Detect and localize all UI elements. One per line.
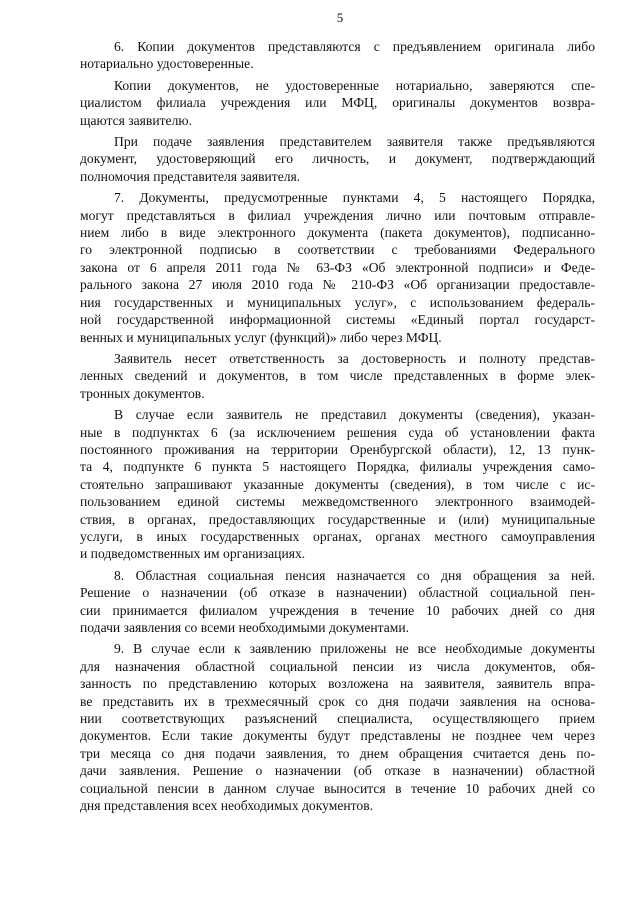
text-line: три месяца со дня подачи заявления, то днем обращения считается день по- [80,745,595,761]
text-line: и подведомственных им организациях. [80,546,306,562]
paragraph-8 [80,640,595,814]
text-line: полномочия представителя заявителя. [80,168,301,184]
text-line: щаются заявителю. [80,112,192,128]
text-line: занность по представлению которых возложена на заявителя, заявитель впра- [80,676,595,692]
text-line: 8. Областная социальная пенсия назначается со дня обращения за ней. [114,567,595,583]
text-line: венных и муниципальных услуг (функций)» либо через МФЦ. [80,329,442,345]
text-line: услуги, в иных государственных органах, органах местного самоуправления [80,528,595,544]
text-line: дачи заявления. Решение о назначении (об отказе в назначении) областной [80,763,595,779]
text-line: стоятельно запрашивают указанные документы (сведения), в том числе с ис- [80,476,595,492]
paragraph-4 [80,189,595,346]
text-line: нием либо в виде электронного документа (пакета документов), подписанно- [80,225,595,241]
text-line: ные в подпунктах 6 (за исключением решения суда об установлении факта [80,424,595,440]
text-line: тронных документов. [80,385,205,401]
text-line: пользованием единой системы межведомственного электронного взаимодей- [80,494,595,510]
paragraph-6 [80,406,595,563]
paragraph-3 [80,133,595,185]
text-line: ленных сведений и документов, в том числе представленных в форме элек- [80,368,595,384]
text-line: та 4, подпункте 6 пункта 5 настоящего Порядка, филиалы учреждения само- [80,459,595,475]
paragraph-2 [80,77,595,129]
text-line: подачи заявления со всеми необходимыми документами. [80,620,410,635]
text-line: документов. Если такие документы будут представлены не позднее чем через [80,728,595,744]
text-line: При подаче заявления представителем заявителя также предъявляются [114,134,595,150]
text-line: нии соответствующих разъяснений специалиста, осуществляющего прием [80,711,595,727]
text-line: Заявитель несет ответственность за достоверность и полноту представ- [114,350,595,366]
text-line: сии принимается филиалом учреждения в течение 10 рабочих дней со дня [80,602,595,618]
text-line: 6. Копии документов представляются с предъявлением оригинала либо [114,39,595,54]
text-line: 7. Документы, предусмотренные пунктами 4, 5 настоящего Порядка, [114,190,595,206]
text-line: ствия, в органах, предоставляющих государственные и (или) муниципальные [80,511,595,527]
text-line: документ, удостоверяющий его личность, и документ, подтверждающий [80,151,595,167]
text-line: дня представления всех необходимых документов. [80,798,374,814]
text-line: 9. В случае если к заявлению приложены не все необходимые документы [114,641,595,657]
text-line: го электронной подписью в соответствии с требованиями Федерального [80,242,595,258]
text-line: закона от 6 апреля 2011 года № 63-ФЗ «Об электронной подписи» и Феде- [80,259,595,275]
paragraph-5 [80,350,595,402]
text-line: нотариально удостоверенные. [80,56,254,72]
document-body [80,38,595,814]
text-line: могут представляться в филиал учреждения лично или почтовым отправле- [80,207,595,223]
text-line: ве представить их в трехмесячный срок со дня подачи заявления на основа- [80,693,595,709]
text-line: Копии документов, не удостоверенные нотариально, заверяются спе- [114,77,595,93]
text-line: ния государственных и муниципальных услуг», с использованием федераль- [80,294,595,310]
paragraph-1 [80,38,595,73]
page-number: 5 [336,10,344,25]
text-line: циалистом филиала учреждения или МФЦ, оригиналы документов возвра- [80,95,595,111]
paragraph-7 [80,567,595,637]
text-line: для назначения областной социальной пенсии из числа документов, обя- [80,658,595,674]
text-line: Решение о назначении (об отказе в назначении) областной социальной пен- [80,585,595,601]
text-line: рального закона 27 июля 2010 года № 210-ФЗ «Об организации предоставле- [80,277,595,293]
text-line: постоянного проживания на территории Оренбургской области), 12, 13 пунк- [80,441,595,457]
text-line: В случае если заявитель не представил документы (сведения), указан- [114,407,595,423]
text-line: ной государственной информационной системы «Единый портал государст- [80,312,595,328]
text-line: социальной пенсии в данном случае выносится в течение 10 рабочих дней со [80,780,595,796]
